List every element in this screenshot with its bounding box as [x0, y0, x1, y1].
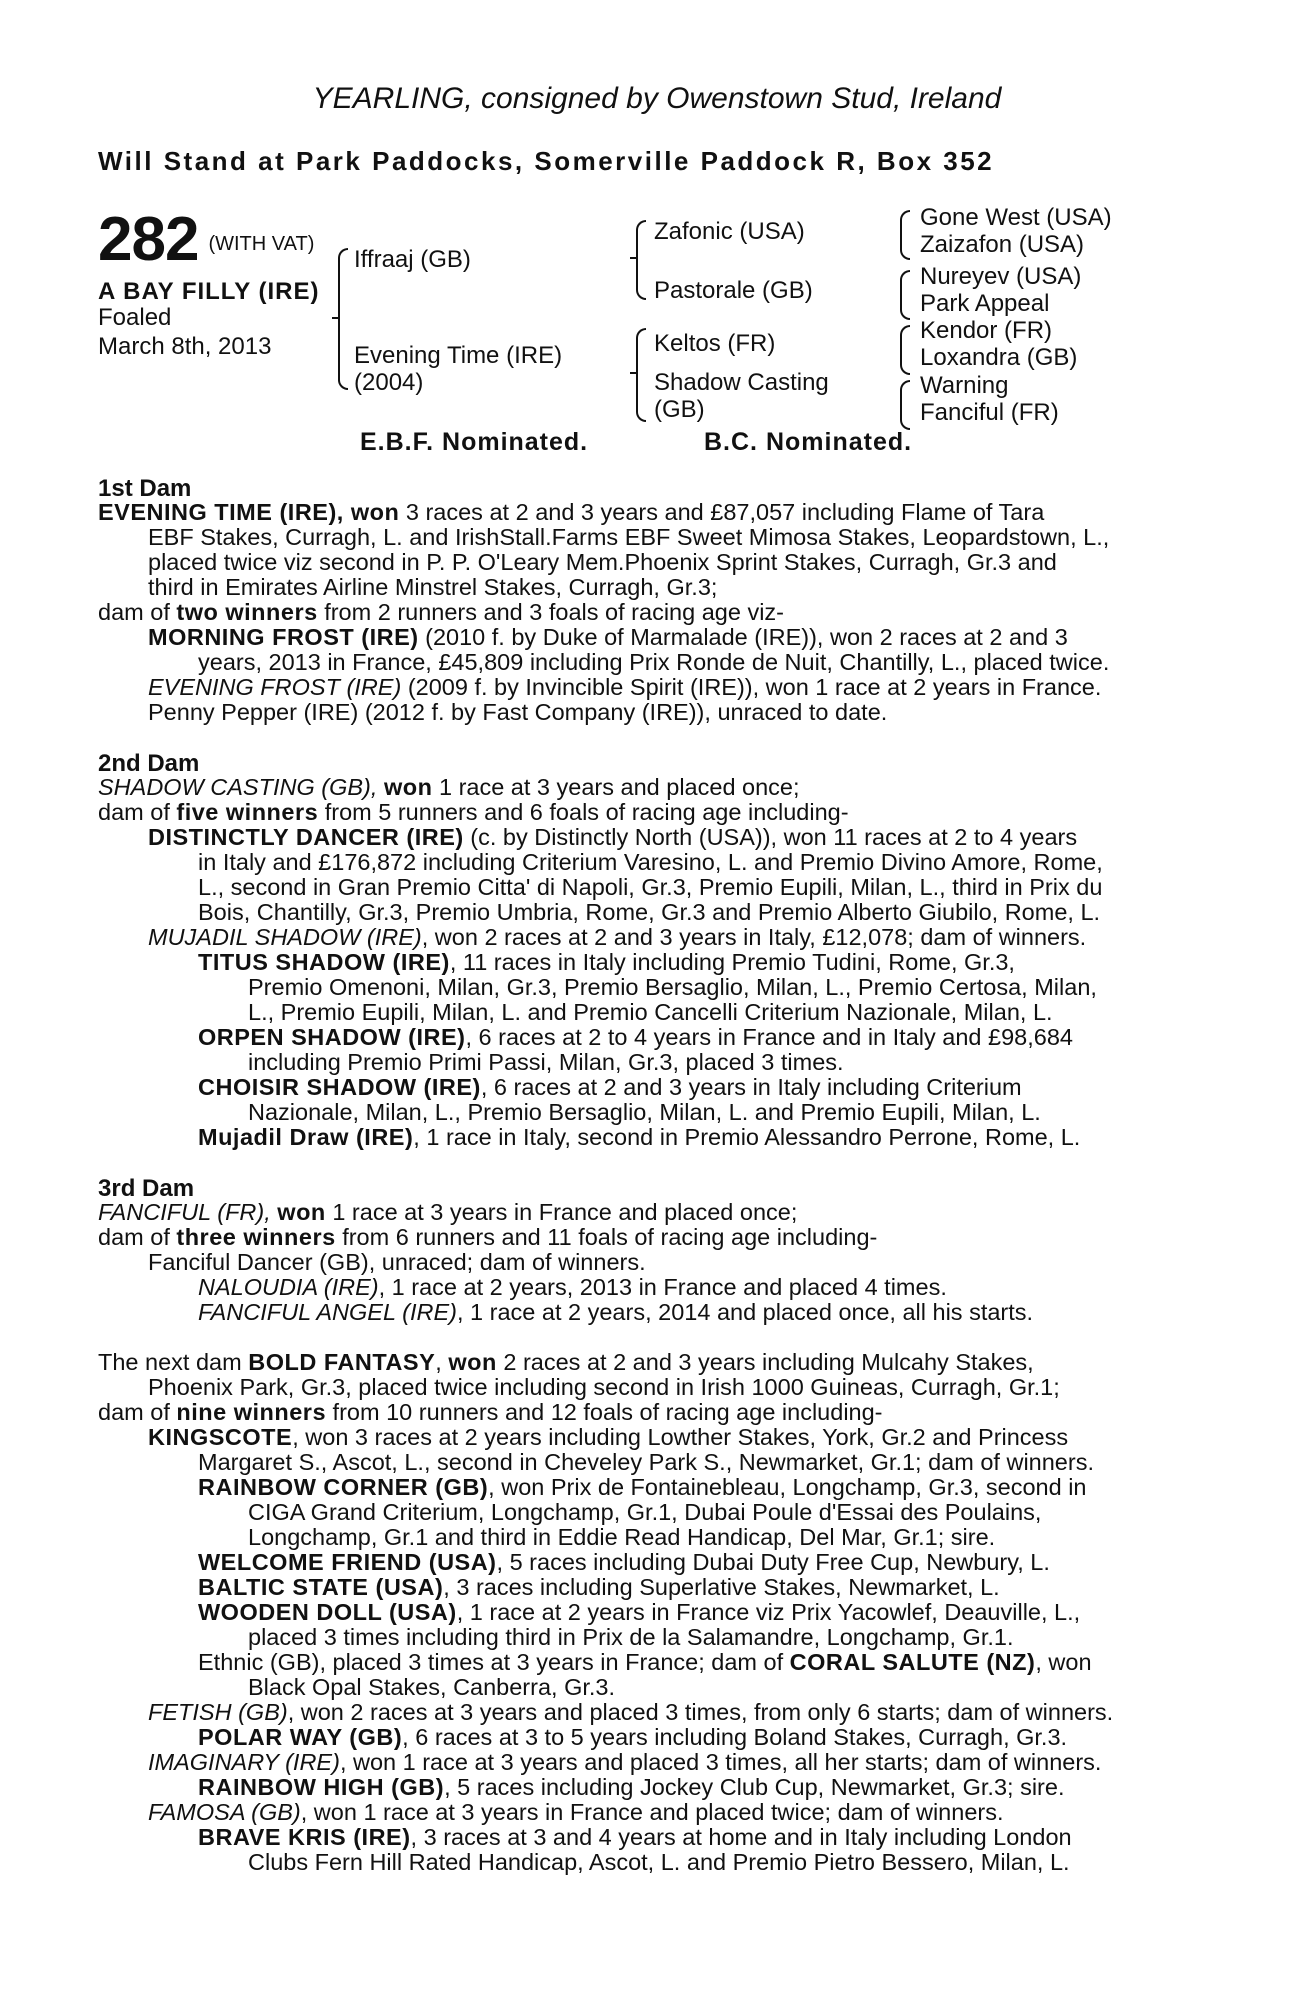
- text-line: [98, 1400, 883, 1425]
- sire-sire: Zafonic (USA): [654, 218, 805, 245]
- progeny-name: BRAVE KRIS (IRE): [198, 1824, 411, 1850]
- gen3-7: Warning: [920, 372, 1009, 399]
- progeny-name: TITUS SHADOW (IRE): [198, 949, 450, 975]
- gen3-5: Kendor (FR): [920, 317, 1053, 344]
- stand-location: Will Stand at Park Paddocks, Somerville Paddock R, Box 352: [98, 146, 995, 176]
- gen3-3: Nureyev (USA): [920, 263, 1082, 290]
- progeny-name: WOODEN DOLL (USA): [198, 1599, 457, 1625]
- winners-count: nine winners: [176, 1399, 327, 1425]
- text-fragment: dam of: [98, 599, 177, 625]
- text-line: [148, 1800, 1004, 1825]
- text-line: Penny Pepper (IRE) (2012 f. by Fast Company (IRE)), unraced to date.: [148, 699, 888, 725]
- text-line: years, 2013 in France, £45,809 including Prix Ronde de Nuit, Chantilly, L., placed twice.: [198, 649, 1110, 675]
- race-record: 2 races at 2 and 3 years including Mulcahy Stakes,: [496, 1349, 1034, 1375]
- lot-number: 282: [98, 205, 199, 274]
- text-line: [98, 800, 849, 825]
- gen3-2: Zaizafon (USA): [920, 231, 1085, 258]
- progeny-name: FETISH (GB): [148, 1699, 288, 1725]
- progeny-record: , 3 races at 3 and 4 years at home and in Italy including London: [410, 1824, 1072, 1850]
- text-line: [198, 1550, 1050, 1575]
- text-line: Fanciful Dancer (GB), unraced; dam of winners.: [148, 1249, 646, 1275]
- progeny-name: FAMOSA (GB): [148, 1799, 301, 1825]
- page-title: YEARLING, consigned by Owenstown Stud, Ireland: [312, 82, 1002, 115]
- progeny-name: RAINBOW HIGH (GB): [198, 1774, 445, 1800]
- progeny-name: ORPEN SHADOW (IRE): [198, 1024, 466, 1050]
- progeny-record: , 3 races including Superlative Stakes, Newmarket, L.: [443, 1574, 1000, 1600]
- text-line: [198, 1650, 1092, 1675]
- progeny-name: MORNING FROST (IRE): [148, 624, 419, 650]
- lot-number-block: [98, 204, 314, 275]
- dam-name: SHADOW CASTING (GB),: [98, 774, 384, 800]
- text-line: CIGA Grand Criterium, Longchamp, Gr.1, Dubai Poule d'Essai des Poulains,: [248, 1499, 1042, 1525]
- text-line: [198, 1075, 1022, 1100]
- progeny-record: , 5 races including Jockey Club Cup, Newmarket, Gr.3; sire.: [444, 1774, 1065, 1800]
- progeny-record: , 1 race at 2 years in France viz Prix Yacowlef, Deauville, L.,: [456, 1599, 1081, 1625]
- progeny-record: , 5 races including Dubai Duty Free Cup, Newbury, L.: [496, 1549, 1050, 1575]
- dam-year: (2004): [354, 369, 424, 396]
- text-line: L., Premio Eupili, Milan, L. and Premio Cancelli Criterium Nazionale, Milan, L.: [248, 999, 1053, 1025]
- text-line: including Premio Primi Passi, Milan, Gr.3, placed 3 times.: [248, 1049, 844, 1075]
- text-line: Premio Omenoni, Milan, Gr.3, Premio Bersaglio, Milan, L., Premio Certosa, Milan,: [248, 974, 1097, 1000]
- gen3-4: Park Appeal: [920, 290, 1050, 317]
- text-line: [148, 625, 1068, 650]
- progeny-name: POLAR WAY (GB): [198, 1724, 403, 1750]
- progeny-record: , 6 races at 2 to 4 years in France and in Italy and £98,684: [465, 1024, 1073, 1050]
- dam: Evening Time (IRE): [354, 342, 563, 369]
- text-fragment: The next dam: [98, 1349, 249, 1375]
- progeny-name: CORAL SALUTE (NZ): [789, 1649, 1036, 1675]
- race-record: 3 races at 2 and 3 years and £87,057 including Flame of Tara: [399, 499, 1045, 525]
- text-line: [148, 925, 1086, 950]
- bc-nominated: B.C. Nominated.: [704, 428, 913, 456]
- brace-gen1-mid: [332, 317, 338, 319]
- text-line: [198, 1775, 1064, 1800]
- text-line: [198, 950, 1015, 975]
- text-line: Nazionale, Milan, L., Premio Bersaglio, Milan, L. and Premio Eupili, Milan, L.: [248, 1099, 1041, 1125]
- text-line: [148, 675, 1101, 700]
- progeny-record: , 6 races at 3 to 5 years including Boland Stakes, Curragh, Gr.3.: [402, 1724, 1068, 1750]
- text-fragment: from 6 runners and 11 foals of racing age including-: [335, 1224, 878, 1250]
- won-label: won: [448, 1349, 497, 1375]
- brace-gen1: [338, 248, 348, 390]
- text-fragment: dam of: [98, 799, 177, 825]
- progeny-record: , won 1 race at 3 years in France and placed twice; dam of winners.: [300, 1799, 1004, 1825]
- text-line: third in Emirates Airline Minstrel Stakes, Curragh, Gr.3;: [148, 574, 718, 600]
- progeny-name: IMAGINARY (IRE): [148, 1749, 340, 1775]
- brace-sire-mid: [630, 257, 636, 259]
- first-dam-heading: 1st Dam: [98, 475, 192, 502]
- text-line: [98, 1225, 877, 1250]
- text-fragment: , won: [1035, 1649, 1092, 1675]
- text-line: [148, 1425, 1068, 1450]
- progeny-record: , 6 races at 2 and 3 years in Italy including Criterium: [480, 1074, 1022, 1100]
- text-line: in Italy and £176,872 including Criterium Varesino, L. and Premio Divino Amore, Rome,: [198, 849, 1103, 875]
- progeny-record: (c. by Distinctly North (USA)), won 11 races at 2 to 4 years: [463, 824, 1078, 850]
- progeny-record: , 1 race at 2 years, 2014 and placed once, all his starts.: [456, 1299, 1034, 1325]
- sire: Iffraaj (GB): [354, 246, 471, 273]
- second-dam-heading: 2nd Dam: [98, 750, 200, 777]
- race-record: 1 race at 3 years in France and placed once;: [325, 1199, 798, 1225]
- text-line: [98, 1200, 797, 1225]
- text-line: [198, 1575, 1000, 1600]
- brace-g4: [900, 380, 910, 430]
- progeny-name: MUJADIL SHADOW (IRE): [148, 924, 422, 950]
- brace-g2: [900, 270, 910, 320]
- progeny-record: , 1 race at 2 years, 2013 in France and placed 4 times.: [378, 1274, 947, 1300]
- text-line: Margaret S., Ascot, L., second in Cheveley Park S., Newmarket, Gr.1; dam of winners.: [198, 1449, 1094, 1475]
- text-line: [198, 1600, 1080, 1625]
- text-line: [98, 500, 1044, 525]
- progeny-name: FANCIFUL ANGEL (IRE): [198, 1299, 457, 1325]
- text-line: [198, 1275, 947, 1300]
- brace-g3: [900, 325, 910, 375]
- vat-note: (WITH VAT): [208, 233, 315, 255]
- brace-dam-mid: [630, 372, 636, 374]
- text-line: [148, 1700, 1113, 1725]
- progeny-record: , won 2 races at 3 years and placed 3 times, from only 6 starts; dam of winners.: [287, 1699, 1114, 1725]
- brace-g1: [900, 210, 910, 260]
- text-line: [198, 1300, 1033, 1325]
- dam-name: FANCIFUL (FR),: [98, 1199, 278, 1225]
- gen3-8: Fanciful (FR): [920, 399, 1059, 426]
- winners-count: three winners: [176, 1224, 336, 1250]
- won-label: won: [277, 1199, 326, 1225]
- gen3-6: Loxandra (GB): [920, 344, 1078, 371]
- text-line: Bois, Chantilly, Gr.3, Premio Umbria, Rome, Gr.3 and Premio Alberto Giubilo, Rome, L.: [198, 899, 1101, 925]
- text-line: [98, 600, 784, 625]
- dam-dam: Shadow Casting: [654, 369, 829, 396]
- brace-dam: [636, 328, 646, 422]
- text-line: [148, 825, 1077, 850]
- progeny-name: WELCOME FRIEND (USA): [198, 1549, 497, 1575]
- progeny-record: , 1 race in Italy, second in Premio Alessandro Perrone, Rome, L.: [413, 1124, 1081, 1150]
- text-fragment: from 10 runners and 12 foals of racing age including-: [326, 1399, 883, 1425]
- text-line: [198, 1475, 1086, 1500]
- progeny-name: NALOUDIA (IRE): [198, 1274, 379, 1300]
- ebf-nominated: E.B.F. Nominated.: [360, 428, 589, 456]
- text-fragment: from 2 runners and 3 foals of racing age viz-: [317, 599, 784, 625]
- text-fragment: Ethnic (GB), placed 3 times at 3 years in France; dam of: [198, 1649, 790, 1675]
- text-fragment: dam of: [98, 1399, 177, 1425]
- progeny-name: KINGSCOTE: [148, 1424, 293, 1450]
- text-line: EBF Stakes, Curragh, L. and IrishStall.Farms EBF Sweet Mimosa Stakes, Leopardstown, L.,: [148, 524, 1110, 550]
- text-line: Black Opal Stakes, Canberra, Gr.3.: [248, 1674, 616, 1700]
- dam-name: BOLD FANTASY: [248, 1349, 436, 1375]
- progeny-record: , won 2 races at 2 and 3 years in Italy, £12,078; dam of winners.: [421, 924, 1087, 950]
- text-line: Longchamp, Gr.1 and third in Eddie Read Handicap, Del Mar, Gr.1; sire.: [248, 1524, 996, 1550]
- foaled-date: March 8th, 2013: [98, 333, 272, 360]
- dam-dam-suffix: (GB): [654, 396, 705, 423]
- text-line: [98, 775, 800, 800]
- brace-sire: [636, 220, 646, 300]
- progeny-name: BALTIC STATE (USA): [198, 1574, 444, 1600]
- progeny-record: (2009 f. by Invincible Spirit (IRE)), won 1 race at 2 years in France.: [401, 674, 1102, 700]
- foaled-label: Foaled: [98, 304, 172, 331]
- text-fragment: from 5 runners and 6 foals of racing age including-: [318, 799, 849, 825]
- progeny-name: DISTINCTLY DANCER (IRE): [148, 824, 464, 850]
- text-line: Phoenix Park, Gr.3, placed twice including second in Irish 1000 Guineas, Curragh, Gr.1;: [148, 1374, 1060, 1400]
- third-dam-heading: 3rd Dam: [98, 1175, 195, 1202]
- won-label: won: [383, 774, 433, 800]
- text-fragment: dam of: [98, 1224, 177, 1250]
- progeny-record: , won Prix de Fontainebleau, Longchamp, Gr.3, second in: [488, 1474, 1087, 1500]
- text-line: [98, 1350, 1034, 1375]
- progeny-name: RAINBOW CORNER (GB): [198, 1474, 489, 1500]
- gen3-1: Gone West (USA): [920, 204, 1112, 231]
- progeny-name: Mujadil Draw (IRE): [198, 1124, 414, 1150]
- dam-sire: Keltos (FR): [654, 330, 776, 357]
- text-line: [198, 1125, 1080, 1150]
- text-line: Clubs Fern Hill Rated Handicap, Ascot, L. and Premio Pietro Bessero, Milan, L.: [248, 1849, 1070, 1875]
- text-line: [198, 1725, 1067, 1750]
- progeny-name: CHOISIR SHADOW (IRE): [198, 1074, 481, 1100]
- progeny-record: (2010 f. by Duke of Marmalade (IRE)), won 2 races at 2 and 3: [418, 624, 1068, 650]
- progeny-name: EVENING FROST (IRE): [148, 674, 402, 700]
- winners-count: five winners: [176, 799, 319, 825]
- text-fragment: ,: [435, 1349, 449, 1375]
- text-line: [148, 1750, 1101, 1775]
- progeny-record: , won 3 races at 2 years including Lowther Stakes, York, Gr.2 and Princess: [292, 1424, 1069, 1450]
- sire-dam: Pastorale (GB): [654, 277, 813, 304]
- dam-name: EVENING TIME (IRE), won: [98, 499, 400, 525]
- race-record: 1 race at 3 years and placed once;: [432, 774, 800, 800]
- text-line: placed 3 times including third in Prix de la Salamandre, Longchamp, Gr.1.: [248, 1624, 1014, 1650]
- text-line: [198, 1825, 1072, 1850]
- winners-count: two winners: [176, 599, 318, 625]
- horse-name: A BAY FILLY (IRE): [98, 278, 320, 305]
- text-line: [198, 1025, 1073, 1050]
- text-line: placed twice viz second in P. P. O'Leary Mem.Phoenix Sprint Stakes, Curragh, Gr.3 and: [148, 549, 1057, 575]
- text-line: L., second in Gran Premio Citta' di Napoli, Gr.3, Premio Eupili, Milan, L., third in Prix du: [198, 874, 1103, 900]
- progeny-record: , won 1 race at 3 years and placed 3 times, all her starts; dam of winners.: [339, 1749, 1102, 1775]
- progeny-record: , 11 races in Italy including Premio Tudini, Rome, Gr.3,: [449, 949, 1015, 975]
- foaled-info: [98, 303, 271, 361]
